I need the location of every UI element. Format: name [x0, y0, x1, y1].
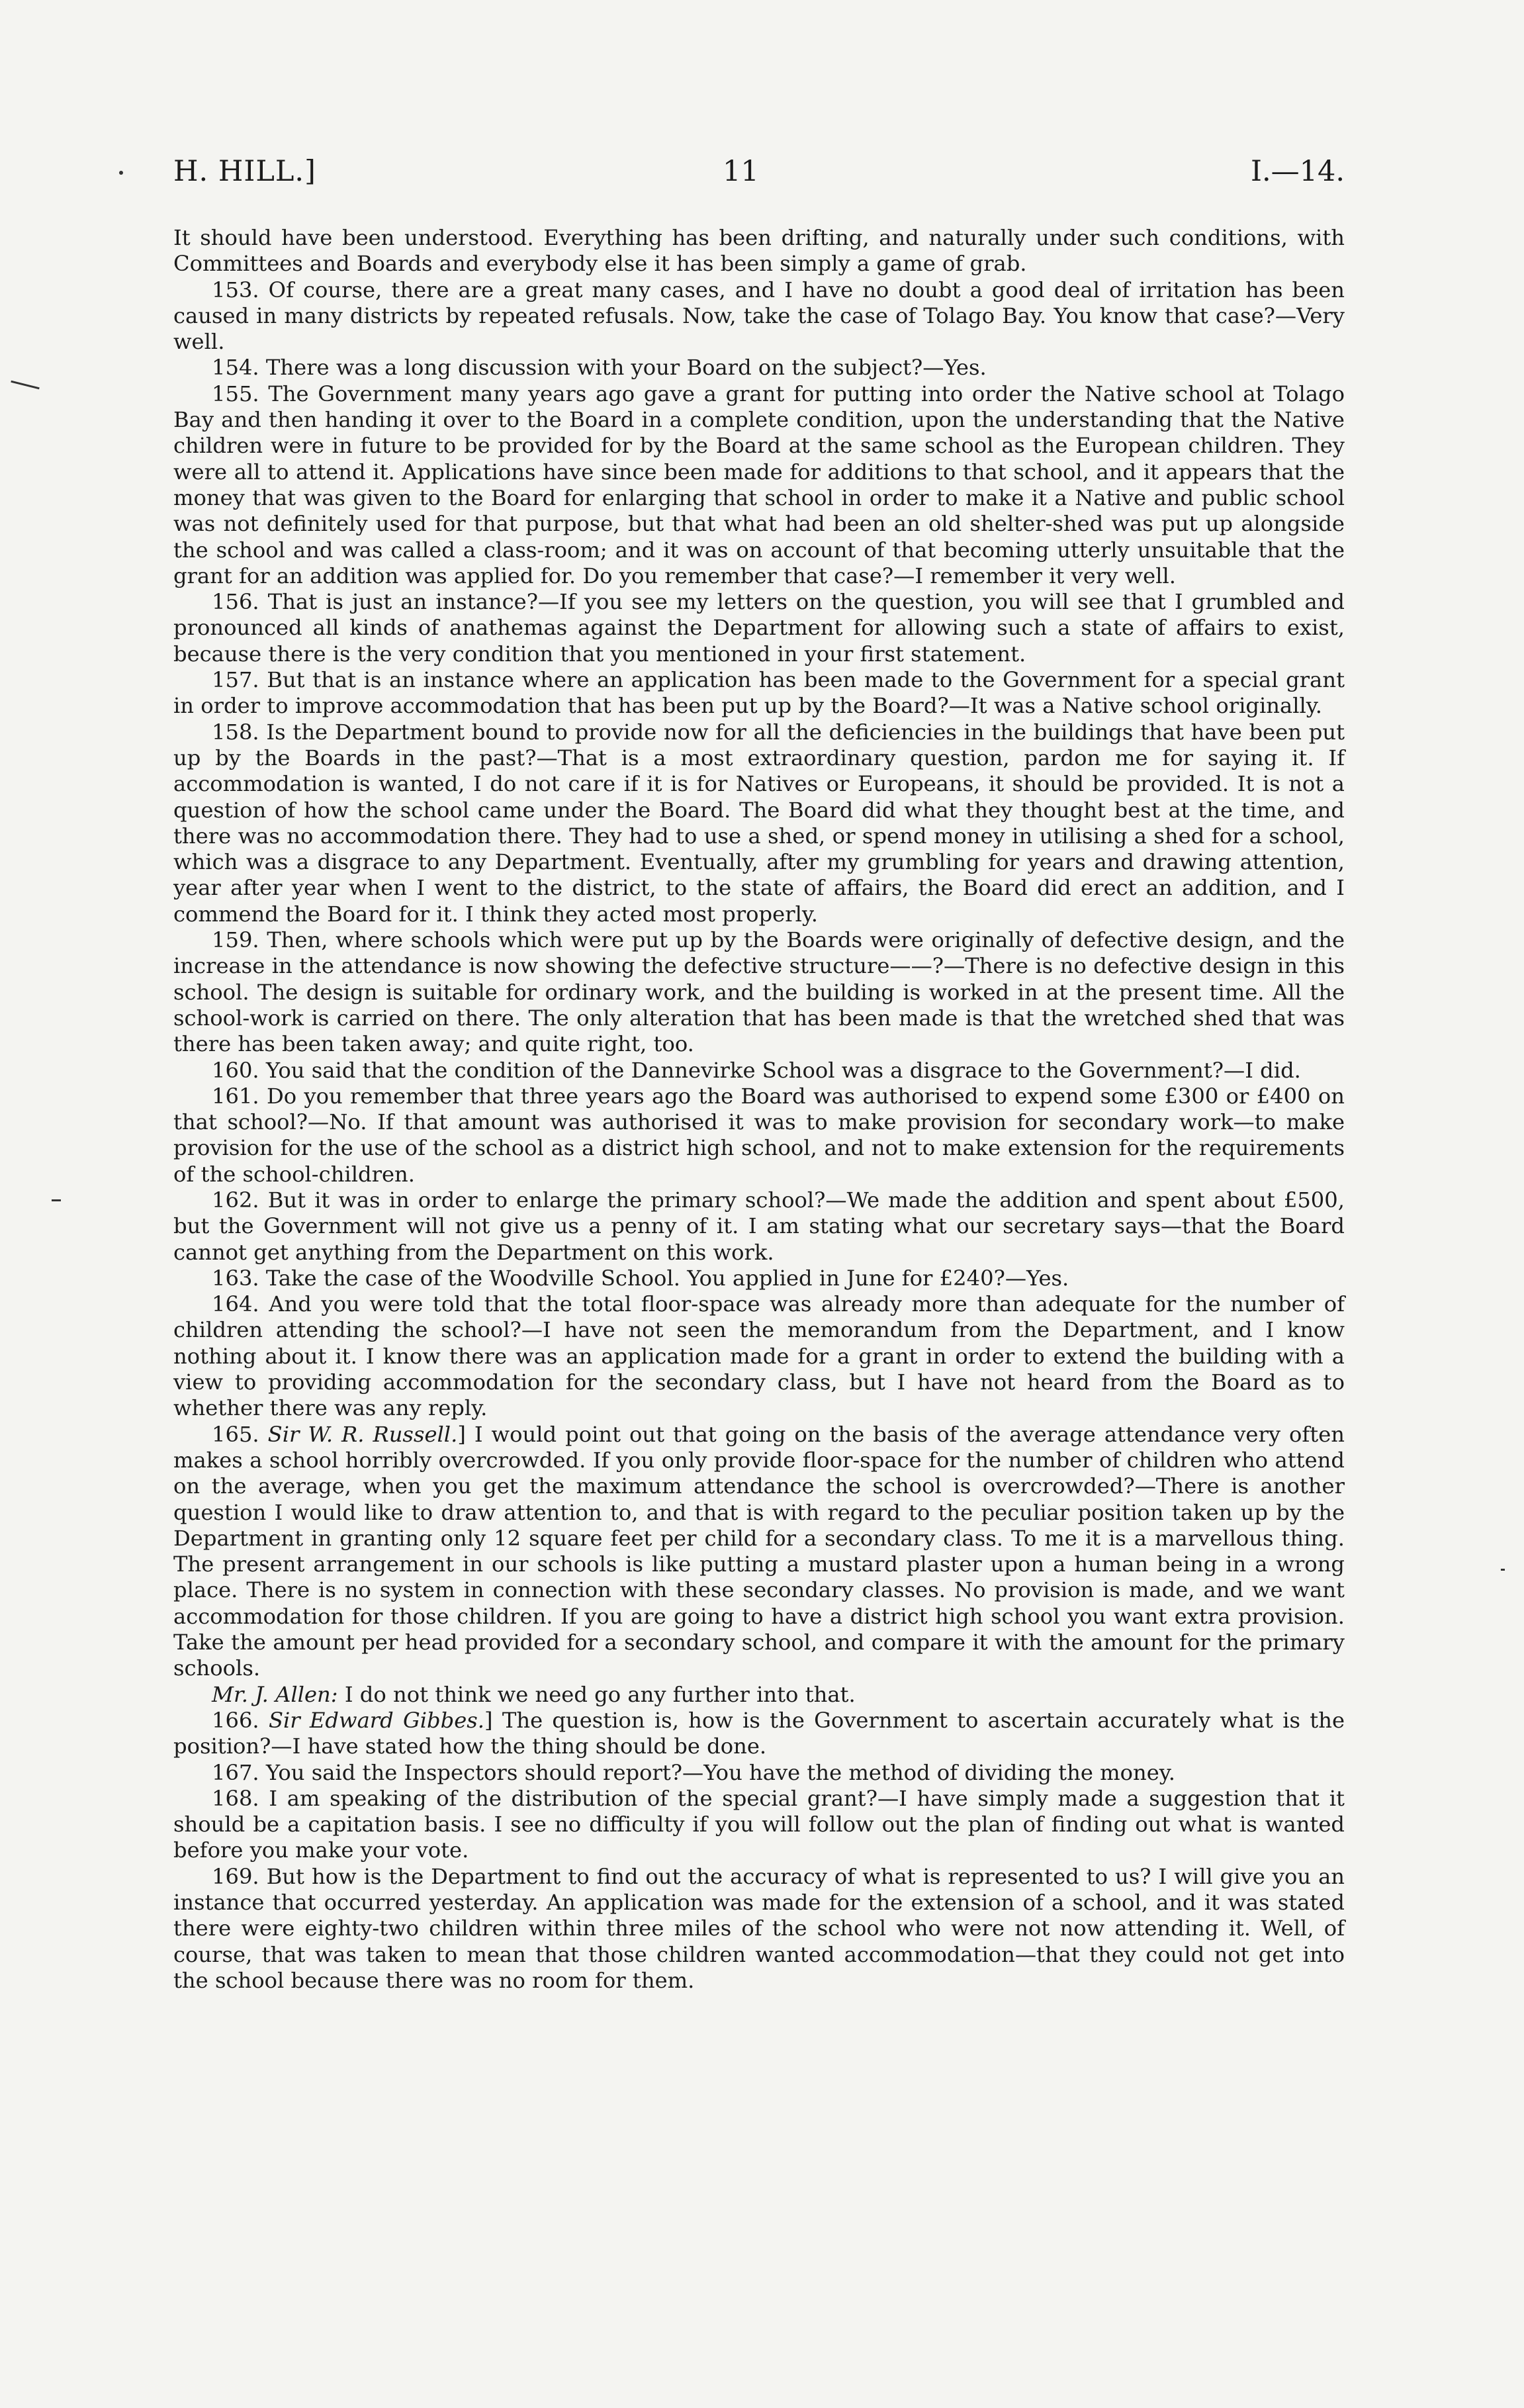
- paragraph: 153. Of course, there are a great many cases, and I have no doubt a good deal of irritation has been caused in many districts by repeated refusals. Now, take the case of Tolago Bay. You know that case?—Very well.: [173, 277, 1345, 355]
- paragraph: 156. That is just an instance?—If you see my letters on the question, you will see that I grumbled and pronounced all kinds of anathemas against the Department for allowing such a state of affairs to exist, because there is the very condition that you mentioned in your first statement.: [173, 589, 1345, 667]
- scan-mark: [1501, 1569, 1505, 1571]
- paragraph: 166. Sir Edward Gibbes.] The question is, how is the Government to ascertain accurately what is the position?—I have stated how the thing should be done.: [173, 1707, 1345, 1759]
- speaker-name: Sir W. R. Russell.: [267, 1421, 458, 1447]
- paragraph: It should have been understood. Everything has been drifting, and naturally under such conditions, with Committees and Boards and everybody else it has been simply a game of grab.: [173, 225, 1345, 277]
- paragraph: 157. But that is an instance where an application has been made to the Government for a special grant in order to improve accommodation that has been put up by the Board?—It was a Native school originally.: [173, 667, 1345, 719]
- paragraph: 162. But it was in order to enlarge the primary school?—We made the addition and spent about £500, but the Government will not give us a penny of it. I am stating what our secretary says—that the Board cannot get anything from the Department on this work.: [173, 1187, 1345, 1265]
- document-reference: I.—14.: [1250, 155, 1345, 188]
- scan-mark: [52, 1199, 61, 1201]
- paragraph: 155. The Government many years ago gave a grant for putting into order the Native school at Tolago Bay and then handing it over to the Board in a complete condition, upon the understanding that the Native children were in future to be provided for by the Board at the same school as the European children. They were all to attend it. Applications have since been made for additions to that school, and it appears that the money that was given to the Board for enlarging that school in order to make it a Native and public school was not definitely used for that purpose, but that what had been an old shelter-shed was put up alongside the school and was called a class-room; and it was on account of that becoming utterly unsuitable that the grant for an addition was applied for. Do you remember that case?—I remember it very well.: [173, 381, 1345, 588]
- paragraph: 169. But how is the Department to find out the accuracy of what is represented to us? I will give you an instance that occurred yesterday. An application was made for the extension of a school, and it was stated there were eighty-two children within three miles of the school who were not now attending it. Well, of course, that was taken to mean that those children wanted accommodation—that they could not get into the school because there was no room for them.: [173, 1863, 1345, 1993]
- speaker-name: Sir Edward Gibbes.: [268, 1707, 485, 1733]
- scan-mark: [11, 381, 39, 390]
- transcript-body: [173, 225, 1345, 1994]
- paragraph: 154. There was a long discussion with your Board on the subject?—Yes.: [212, 355, 987, 381]
- page-number: 11: [723, 155, 759, 188]
- paragraph: 161. Do you remember that three years ago the Board was authorised to expend some £300 or £400 on that school?—No. If that amount was authorised it was to make provision for secondary work—to make provision for the use of the school as a district high school, and not to make extension for the requirements of the school-children.: [173, 1083, 1345, 1187]
- paragraph: Mr. J. Allen: I do not think we need go any further into that.: [212, 1681, 856, 1707]
- paragraph: 164. And you were told that the total floor-space was already more than adequate for the number of children attending the school?—I have not seen the memorandum from the Department, and I know nothing about it. I know there was an application made for a grant in order to extend the building with a view to providing accommodation for the secondary class, but I have not heard from the Board as to whether there was any reply.: [173, 1291, 1345, 1421]
- paragraph: 167. You said the Inspectors should report?—You have the method of dividing the money.: [212, 1759, 1175, 1785]
- paragraph: 159. Then, where schools which were put up by the Boards were originally of defective design, and the increase in the attendance is now showing the defective structure——?—There is no defective design in this school. The design is suitable for ordinary work, and the building is worked in at the present time. All the school-work is carried on there. The only alteration that has been made is that the wretched shed that was there has been taken away; and quite right, too.: [173, 927, 1345, 1057]
- speaker-name: Mr. J. Allen:: [212, 1681, 338, 1707]
- paragraph: 158. Is the Department bound to provide now for all the deficiencies in the buildings that have been put up by the Boards in the past?—That is a most extraordinary question, pardon me for saying it. If accommodation is wanted, I do not care if it is for Natives or Europeans, it should be provided. It is not a question of how the school came under the Board. The Board did what they thought best at the time, and there was no accommodation there. They had to use a shed, or spend money in utilising a shed for a school, which was a disgrace to any Department. Eventually, after my grumbling for years and drawing attention, year after year when I went to the district, to the state of affairs, the Board did erect an addition, and I commend the Board for it. I think they acted most properly.: [173, 719, 1345, 927]
- page-header: [173, 155, 1345, 208]
- paragraph: 163. Take the case of the Woodville School. You applied in June for £240?—Yes.: [212, 1265, 1069, 1291]
- paragraph: 165. Sir W. R. Russell.] I would point out that going on the basis of the average attendance very often makes a school horribly overcrowded. If you only provide floor-space for the number of children who attend on the average, when you get the maximum attendance the school is overcrowded?—There is another question I would like to draw attention to, and that is with regard to the peculiar position taken up by the Department in granting only 12 square feet per child for a secondary class. To me it is a marvellous thing. The present arrangement in our schools is like putting a mustard plaster upon a human being in a wrong place. There is no system in connection with these secondary classes. No provision is made, and we want accommodation for those children. If you are going to have a district high school you want extra provision. Take the amount per head provided for a secondary school, and compare it with the amount for the primary schools.: [173, 1421, 1345, 1681]
- paragraph: 168. I am speaking of the distribution of the special grant?—I have simply made a suggestion that it should be a capitation basis. I see no difficulty if you will follow out the plan of finding out what is wanted before you make your vote.: [173, 1785, 1345, 1863]
- header-witness: H. HILL.]: [173, 155, 316, 188]
- paragraph: 160. You said that the condition of the Dannevirke School was a disgrace to the Government?—I did.: [212, 1057, 1301, 1083]
- scan-mark: [119, 171, 123, 175]
